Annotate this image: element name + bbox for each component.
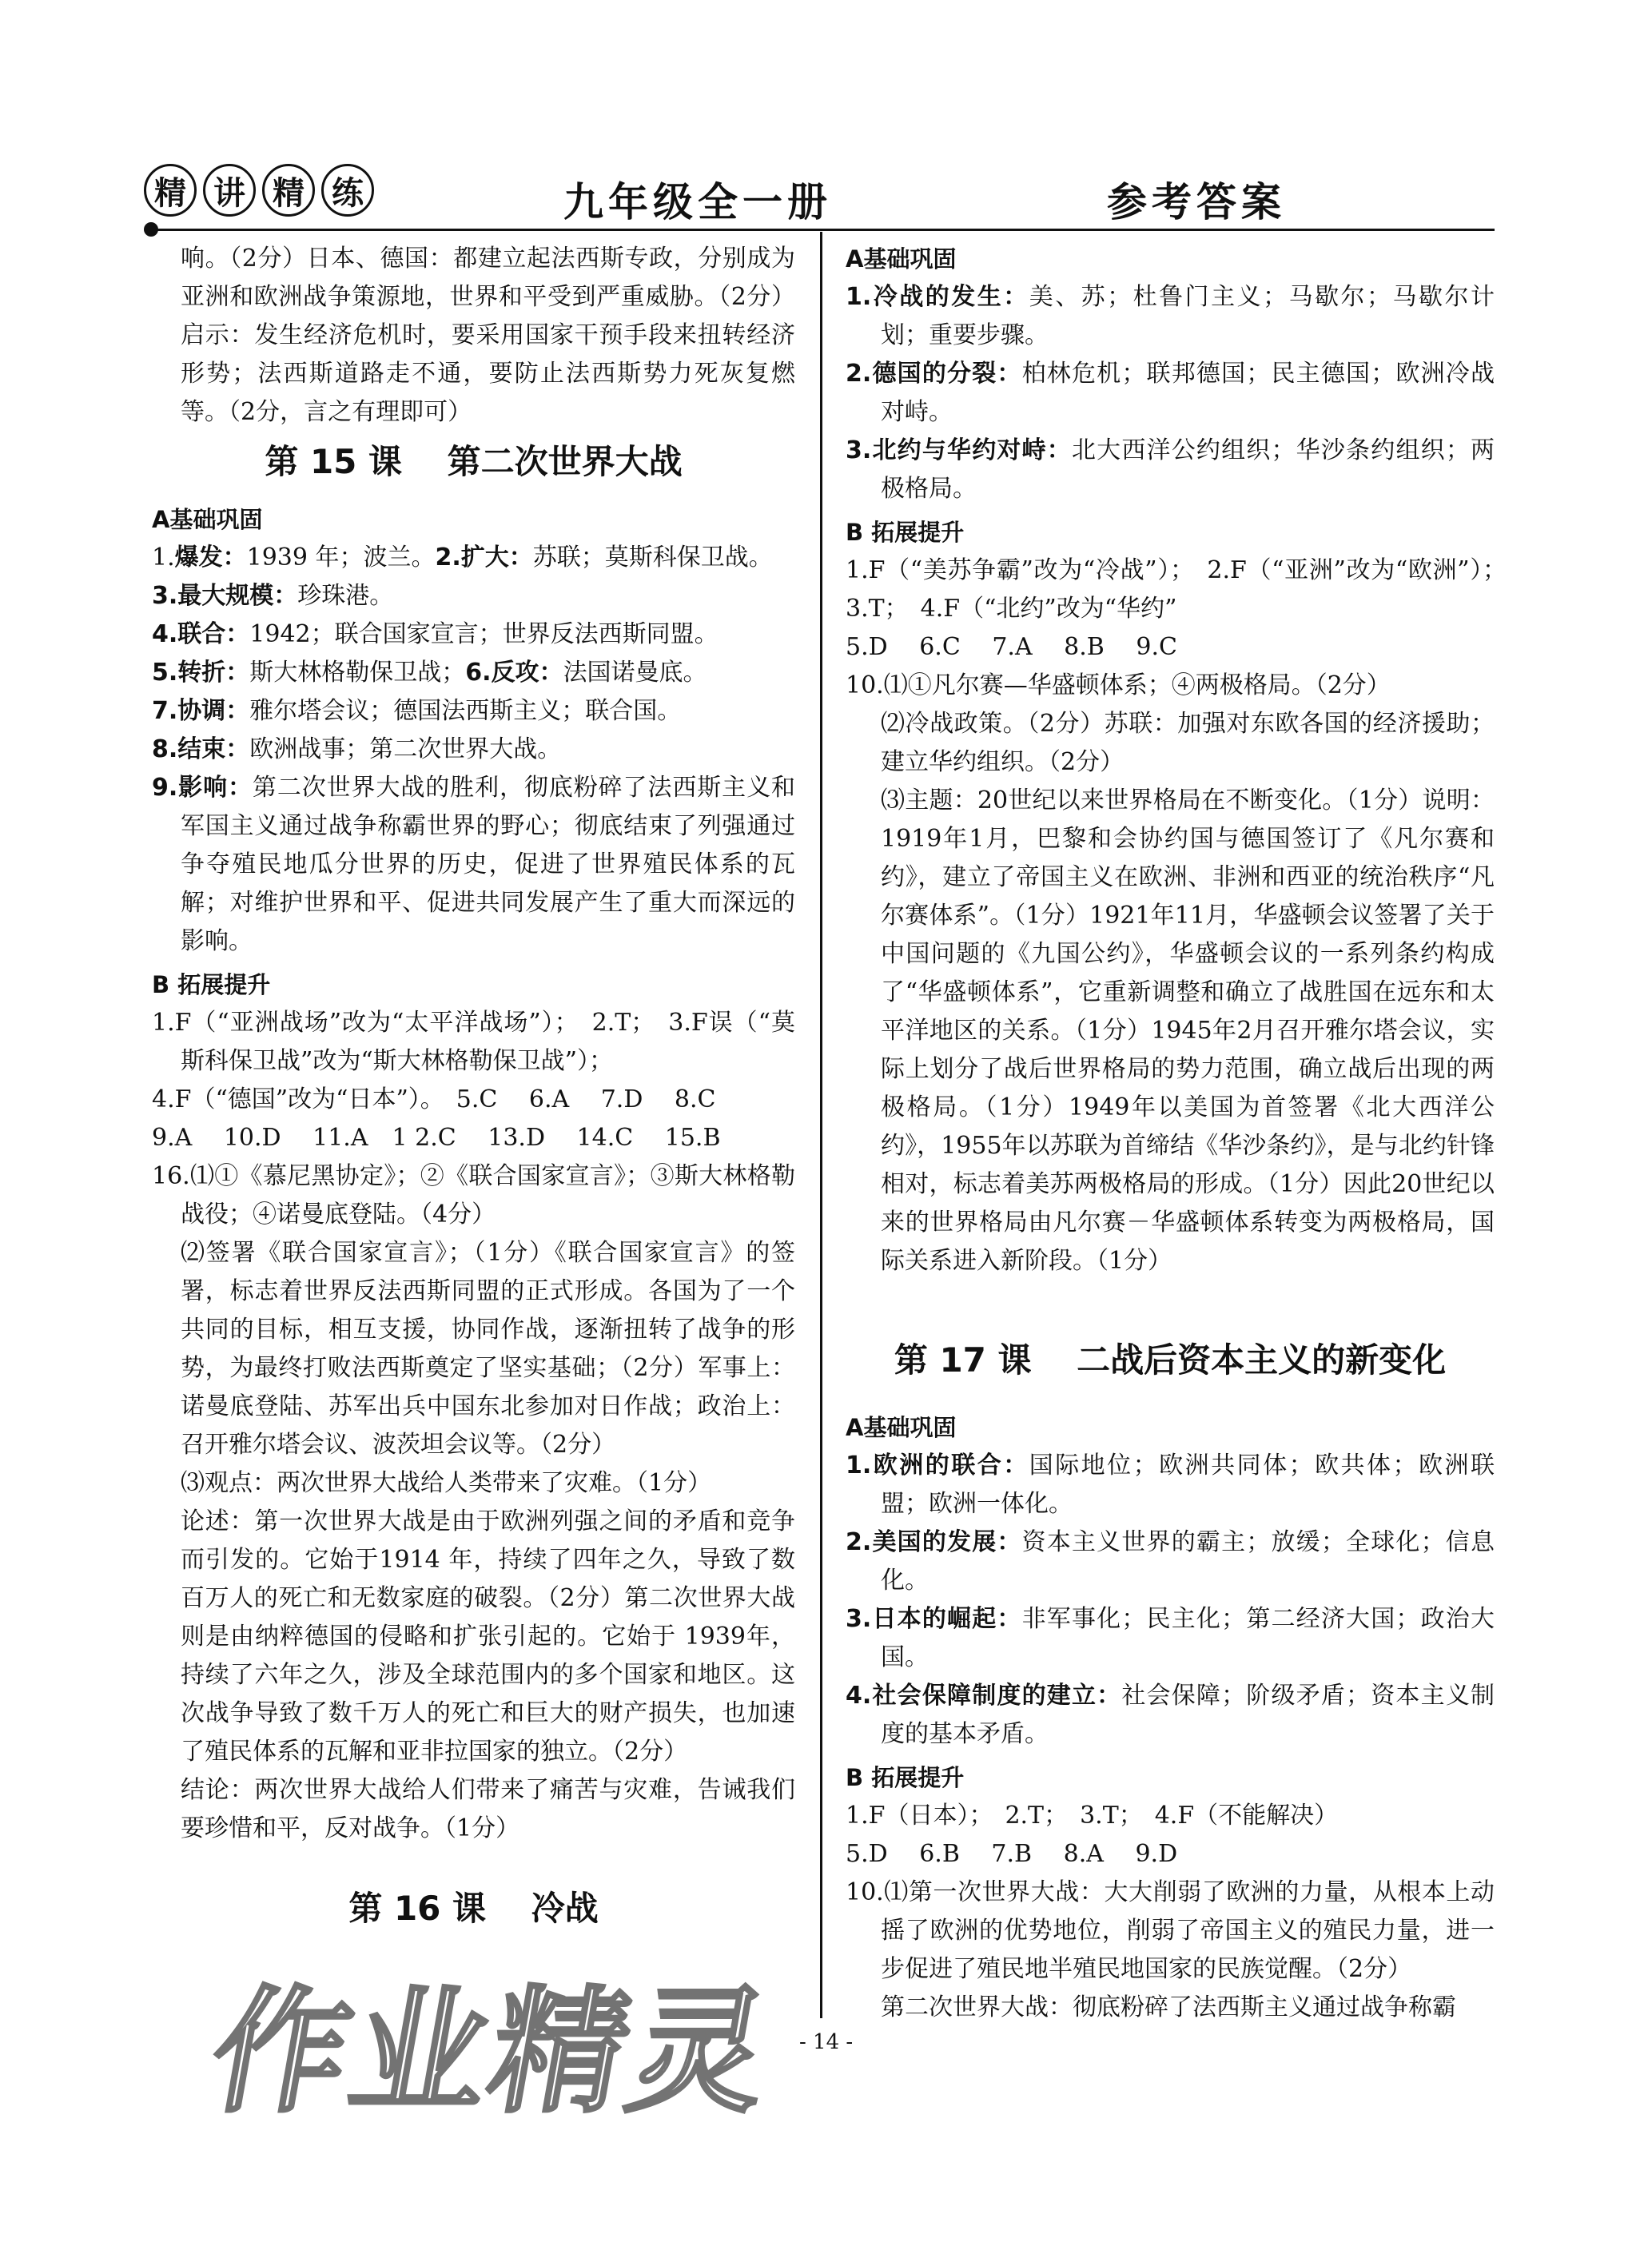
list-item: 4.F（“德国”改为“日本”）。 5.C 6.A 7.D 8.C [152, 1085, 716, 1113]
intro-paragraph: 响。（2分）日本、德国：都建立起法西斯专政，分别成为亚洲和欧洲战争策源地，世界和平受到严重威胁。（2分）启示：发生经济危机时，要采用国家干预手段来扭转经济形势；法西斯道路走不通，要防止法西斯势力死灰复燃等。（2分，言之有理即可） [181, 245, 795, 426]
list-item: 3.日本的崛起：非军事化；民主化；第二经济大国；政治大国。 [846, 1605, 1495, 1671]
list-item: 8.结束：欧洲战事；第二次世界大战。 [152, 735, 562, 763]
list-item: 2.美国的发展：资本主义世界的霸主；放缓；全球化；信息化。 [846, 1528, 1495, 1595]
section-b-heading: B 拓展提升 [846, 1764, 965, 1791]
section-b-heading: B 拓展提升 [846, 519, 965, 546]
right-column [846, 240, 1519, 2027]
answer-title: 参考答案 [1107, 179, 1286, 225]
list-item: 9.A 10.D 11.A 1 2.C 13.D 14.C 15.B [152, 1124, 721, 1152]
section-a-heading: A基础巩固 [846, 245, 957, 273]
list-item: 1.爆发：1939 年；波兰。2.扩大：苏联；莫斯科保卫战。 [152, 544, 773, 571]
list-item: 1.冷战的发生：美、苏；杜鲁门主义；马歇尔；马歇尔计划；重要步骤。 [846, 283, 1495, 349]
list-item: 16.⑴①《慕尼黑协定》；②《联合国家宣言》；③斯大林格勒战役；④诺曼底登陆。（4分） [152, 1162, 795, 1229]
brand-char: 精 [262, 164, 315, 217]
list-item: 5.D 6.C 7.A 8.B 9.C [846, 633, 1177, 661]
brand-char: 讲 [203, 164, 256, 217]
list-item: 10.⑴第一次世界大战：大大削弱了欧洲的力量，从根本上动摇了欧洲的优势地位，削弱了帝国主义的殖民力量，进一步促进了殖民地半殖民地国家的民族觉醒。（2分） [846, 1878, 1495, 1983]
page-number: - 14 - [799, 2030, 854, 2054]
list-item: ⑶观点：两次世界大战给人类带来了灾难。（1分） [181, 1469, 712, 1497]
list-item: 3.最大规模：珍珠港。 [152, 582, 394, 610]
section-b-heading: B 拓展提升 [152, 971, 271, 998]
list-item: ⑵冷战政策。（2分）苏联：加强对东欧各国的经济援助；建立华约组织。（2分） [881, 710, 1495, 776]
list-item: 第二次世界大战：彻底粉碎了法西斯主义通过战争称霸 [881, 1993, 1456, 2021]
watermark-logo: 作业精灵 [199, 1973, 784, 2132]
brand-char: 精 [144, 164, 197, 217]
list-item: ⑶主题：20世纪以来世界格局在不断变化。（1分）说明：1919年1月，巴黎和会协约国与德国签订了《凡尔赛和约》，建立了帝国主义在欧洲、非洲和西亚的统治秩序“凡尔赛体系”。（1分）1921年11月，华盛顿会议签署了关于中国问题的《九国公约》，华盛顿会议的一系列条约构成了“华盛顿体系”，它重新调整和确立了战胜国在远东和太平洋地区的关系。（1分）1945年2月召开雅尔塔会议，实际上划分了战后世界格局的势力范围，确立战后出现的两极格局。（1分）1949年以美国为首签署《北大西洋公约》，1955年以苏联为首缔结《华沙条约》，是与北约针锋相对，标志着美苏两极格局的形成。（1分）因此20世纪以来的世界格局由凡尔赛－华盛顿体系转变为两极格局，国际关系进入新阶段。（1分） [881, 786, 1495, 1275]
list-item: 1.F（“亚洲战场”改为“太平洋战场”）； 2.T； 3.F误（“莫斯科保卫战”改为“斯大林格勒保卫战”）； [152, 1009, 795, 1075]
list-item: 4.联合：1942；联合国家宣言；世界反法西斯同盟。 [152, 620, 719, 648]
list-item: 5.D 6.B 7.B 8.A 9.D [846, 1840, 1178, 1868]
column-divider [820, 232, 822, 2018]
list-item: 1.F（日本）； 2.T； 3.T； 4.F（不能解决） [846, 1802, 1339, 1830]
lesson-15-title: 第 15 课 第二次世界大战 [265, 442, 683, 481]
list-item: 2.德国的分裂：柏林危机；联邦德国；民主德国；欧洲冷战对峙。 [846, 360, 1495, 426]
lesson-17-title: 第 17 课 二战后资本主义的新变化 [894, 1340, 1447, 1380]
list-item: 10.⑴①凡尔赛—华盛顿体系；④两极格局。（2分） [846, 671, 1391, 699]
section-a-heading: A基础巩固 [846, 1414, 957, 1441]
list-item: 9.影响：第二次世界大战的胜利，彻底粉碎了法西斯主义和军国主义通过战争称霸世界的野心；彻底结束了列强通过争夺殖民地瓜分世界的历史，促进了世界殖民体系的瓦解；对维护世界和平、促进共同发展产生了重大而深远的影响。 [152, 774, 795, 955]
section-a-heading: A基础巩固 [152, 506, 263, 533]
lesson-16-title: 第 16 课 冷战 [348, 1889, 599, 1928]
list-item: 3.北约与华约对峙：北大西洋公约组织；华沙条约组织；两极格局。 [846, 436, 1495, 503]
list-item: 5.转折：斯大林格勒保卫战；6.反攻：法国诺曼底。 [152, 659, 707, 687]
list-item: 7.协调：雅尔塔会议；德国法西斯主义；联合国。 [152, 697, 682, 725]
header-rule [152, 229, 1495, 231]
grade-title: 九年级全一册 [563, 179, 832, 225]
brand-char: 练 [321, 164, 374, 217]
list-item: ⑵签署《联合国家宣言》；（1分）《联合国家宣言》的签署，标志着世界反法西斯同盟的正式形成。各国为了一个共同的目标，相互支援，协同作战，逐渐扭转了战争的形势，为最终打败法西斯奠定了坚实基础；（2分）军事上：诺曼底登陆、苏军出兵中国东北参加对日作战；政治上：召开雅尔塔会议、波茨坦会议等。（2分） [181, 1239, 795, 1459]
list-item: 4.社会保障制度的建立：社会保障；阶级矛盾；资本主义制度的基本矛盾。 [846, 1682, 1495, 1748]
left-column [152, 240, 795, 1933]
list-item: 结论：两次世界大战给人们带来了痛苦与灾难，告诫我们要珍惜和平，反对战争。（1分） [181, 1776, 795, 1842]
list-item: 1.欧洲的联合：国际地位；欧洲共同体；欧共体；欧洲联盟；欧洲一体化。 [846, 1452, 1495, 1518]
brand-logo [144, 164, 380, 220]
list-item: 论述：第一次世界大战是由于欧洲列强之间的矛盾和竞争而引发的。它始于1914 年，持续了四年之久，导致了数百万人的死亡和无数家庭的破裂。（2分）第二次世界大战则是由纳粹德国的侵略和扩张引起的。它始于 1939年，持续了六年之久，涉及全球范围内的多个国家和地区。这次战争导致了数千万人的死亡和巨大的财产损失，也加速了殖民体系的瓦解和亚非拉国家的独立。（2分） [181, 1507, 795, 1766]
page-header [144, 164, 1495, 236]
list-item: 1.F（“美苏争霸”改为“冷战”）； 2.F（“亚洲”改为“欧洲”）； 3.T； 4.F（“北约”改为“华约” [846, 556, 1519, 623]
